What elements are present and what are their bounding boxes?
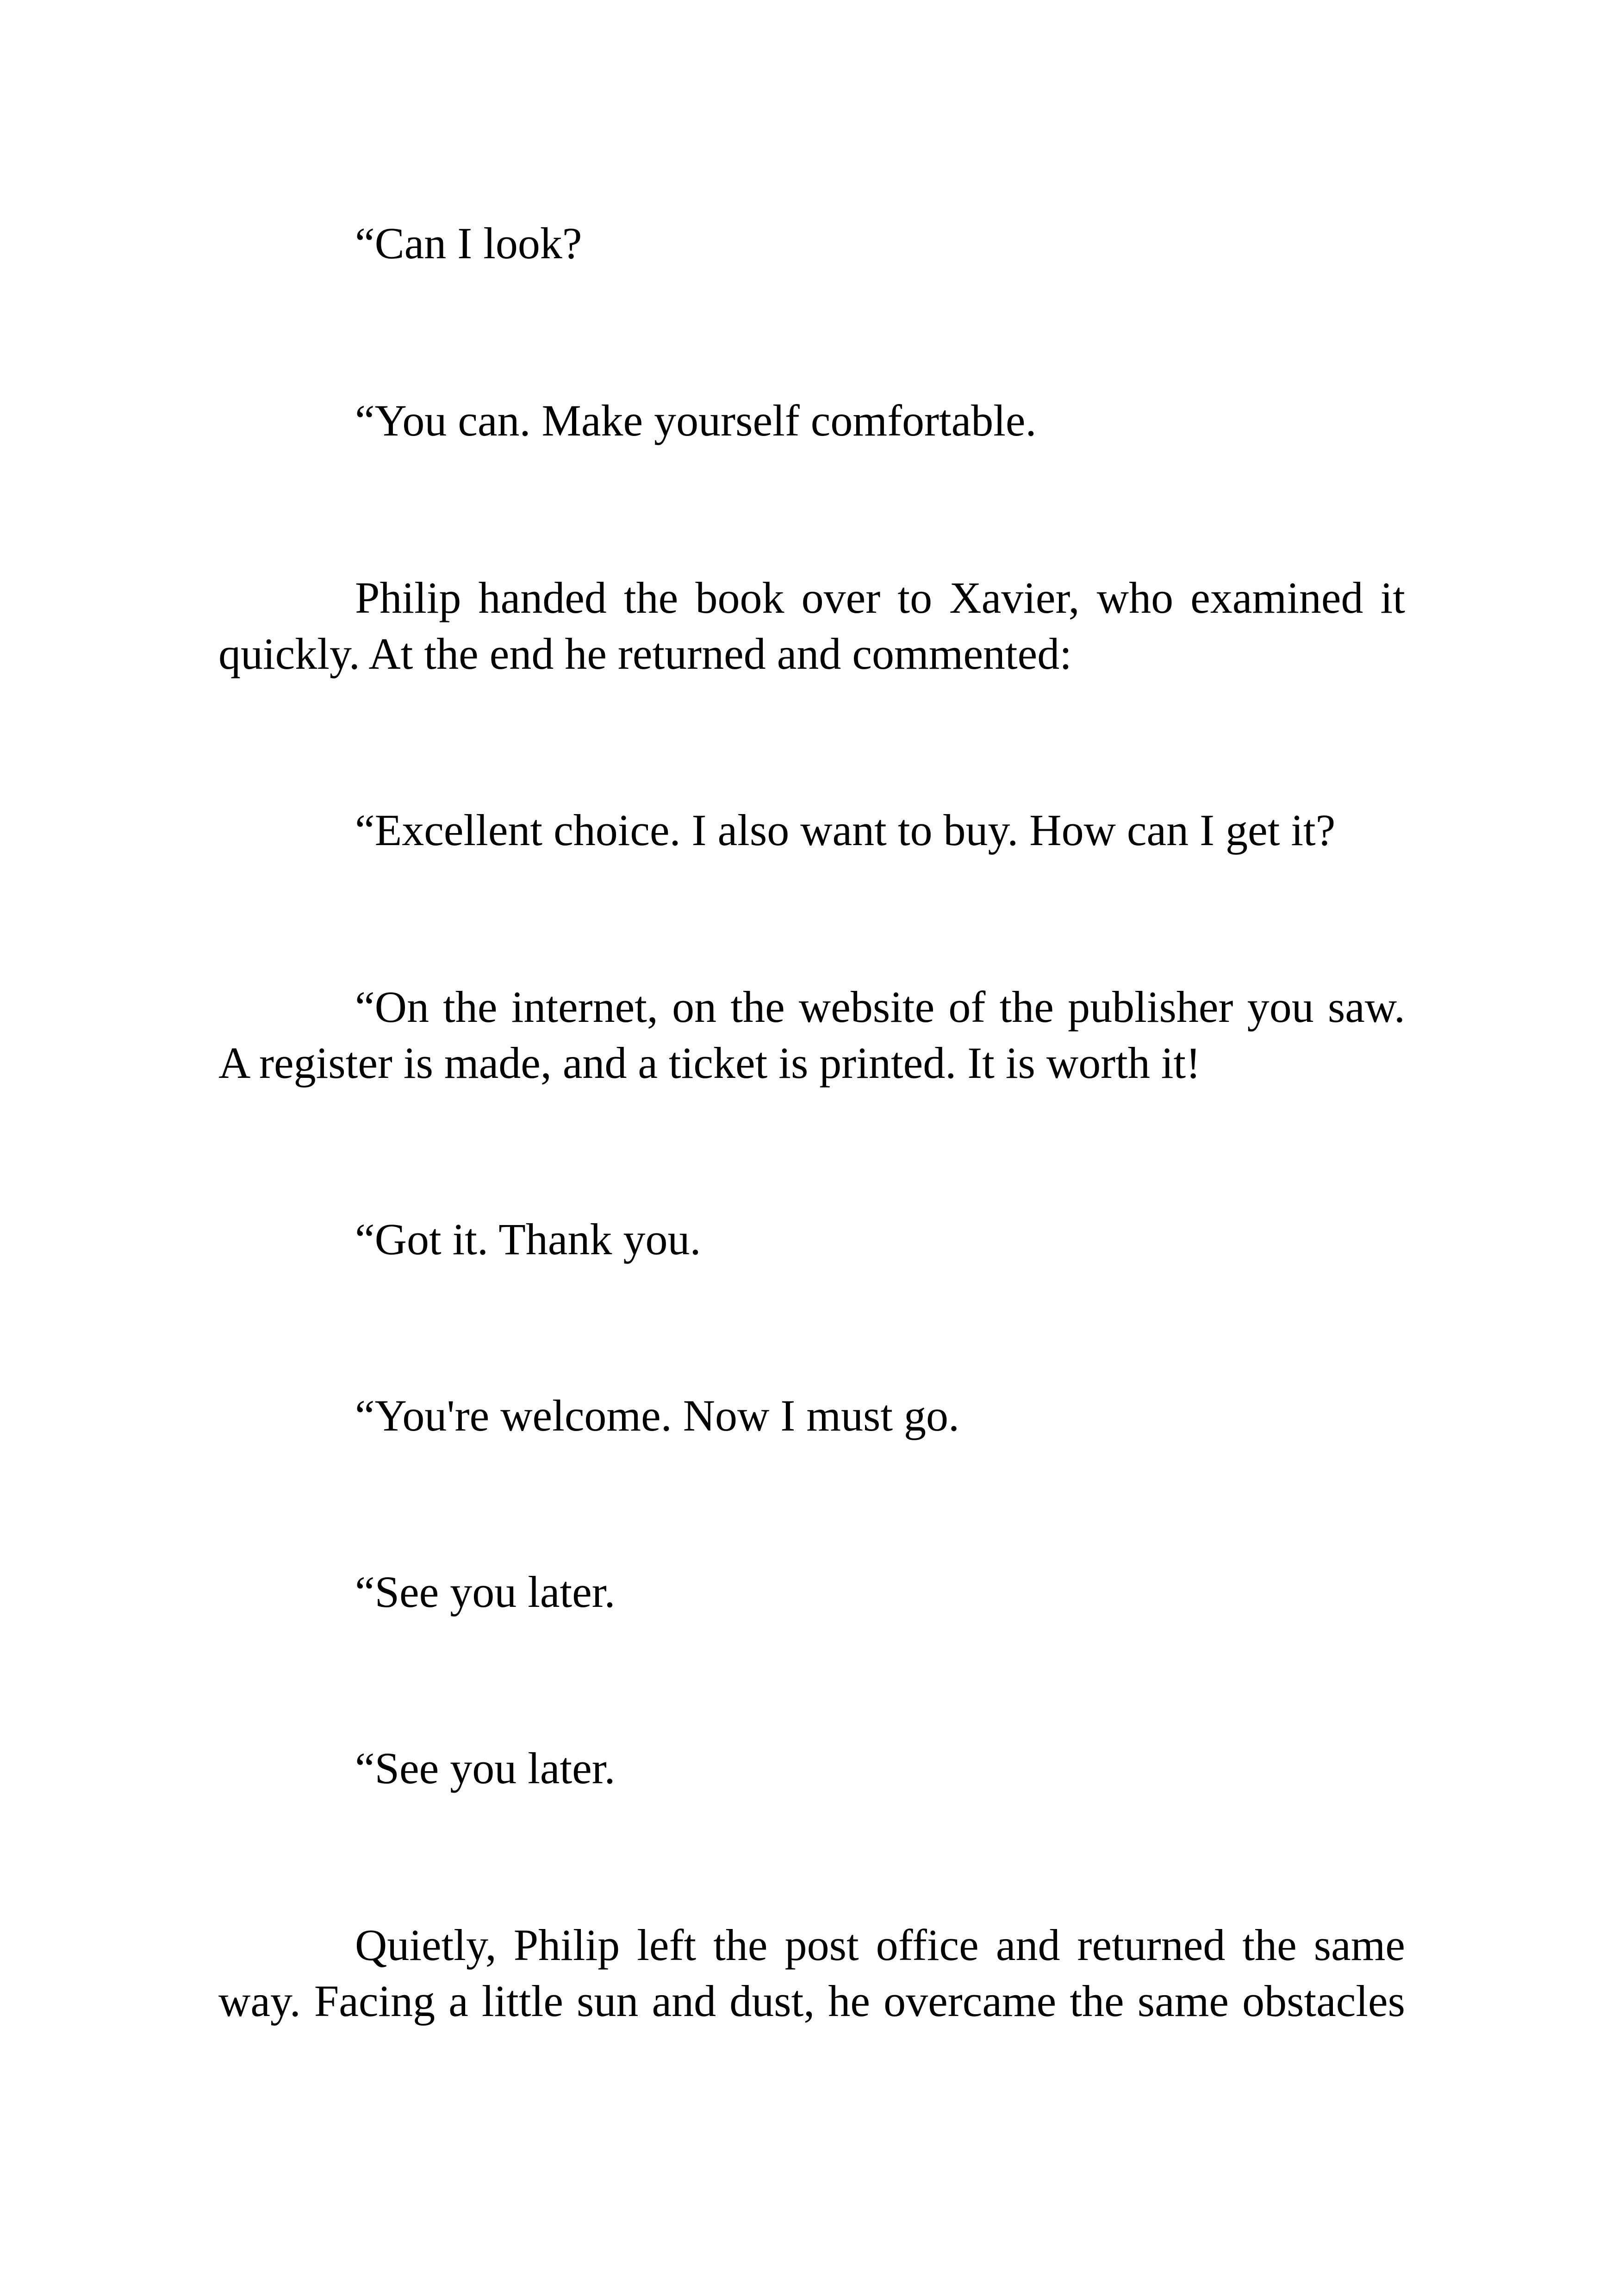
- paragraph-line: way. Facing a little sun and dust, he overcame the same obstacles: [218, 1976, 1405, 2026]
- dialogue-line: “On the internet, on the website of the publisher you saw.: [355, 982, 1405, 1032]
- dialogue-line: “See you later.: [355, 1743, 616, 1793]
- dialogue-line: “See you later.: [355, 1567, 616, 1617]
- dialogue-line: “You can. Make yourself comfortable.: [355, 396, 1037, 445]
- paragraph-line: quickly. At the end he returned and commented:: [218, 629, 1072, 678]
- paragraph-line: A register is made, and a ticket is printed. It is worth it!: [218, 1038, 1201, 1088]
- dialogue-line: “You're welcome. Now I must go.: [355, 1391, 960, 1440]
- paragraph-line: Philip handed the book over to Xavier, who examined it: [355, 573, 1405, 622]
- paragraph-line: Quietly, Philip left the post office and returned the same: [355, 1920, 1405, 1970]
- dialogue-line: “Can I look?: [355, 218, 582, 268]
- dialogue-line: “Excellent choice. I also want to buy. How can I get it?: [355, 805, 1336, 855]
- dialogue-line: “Got it. Thank you.: [355, 1214, 701, 1264]
